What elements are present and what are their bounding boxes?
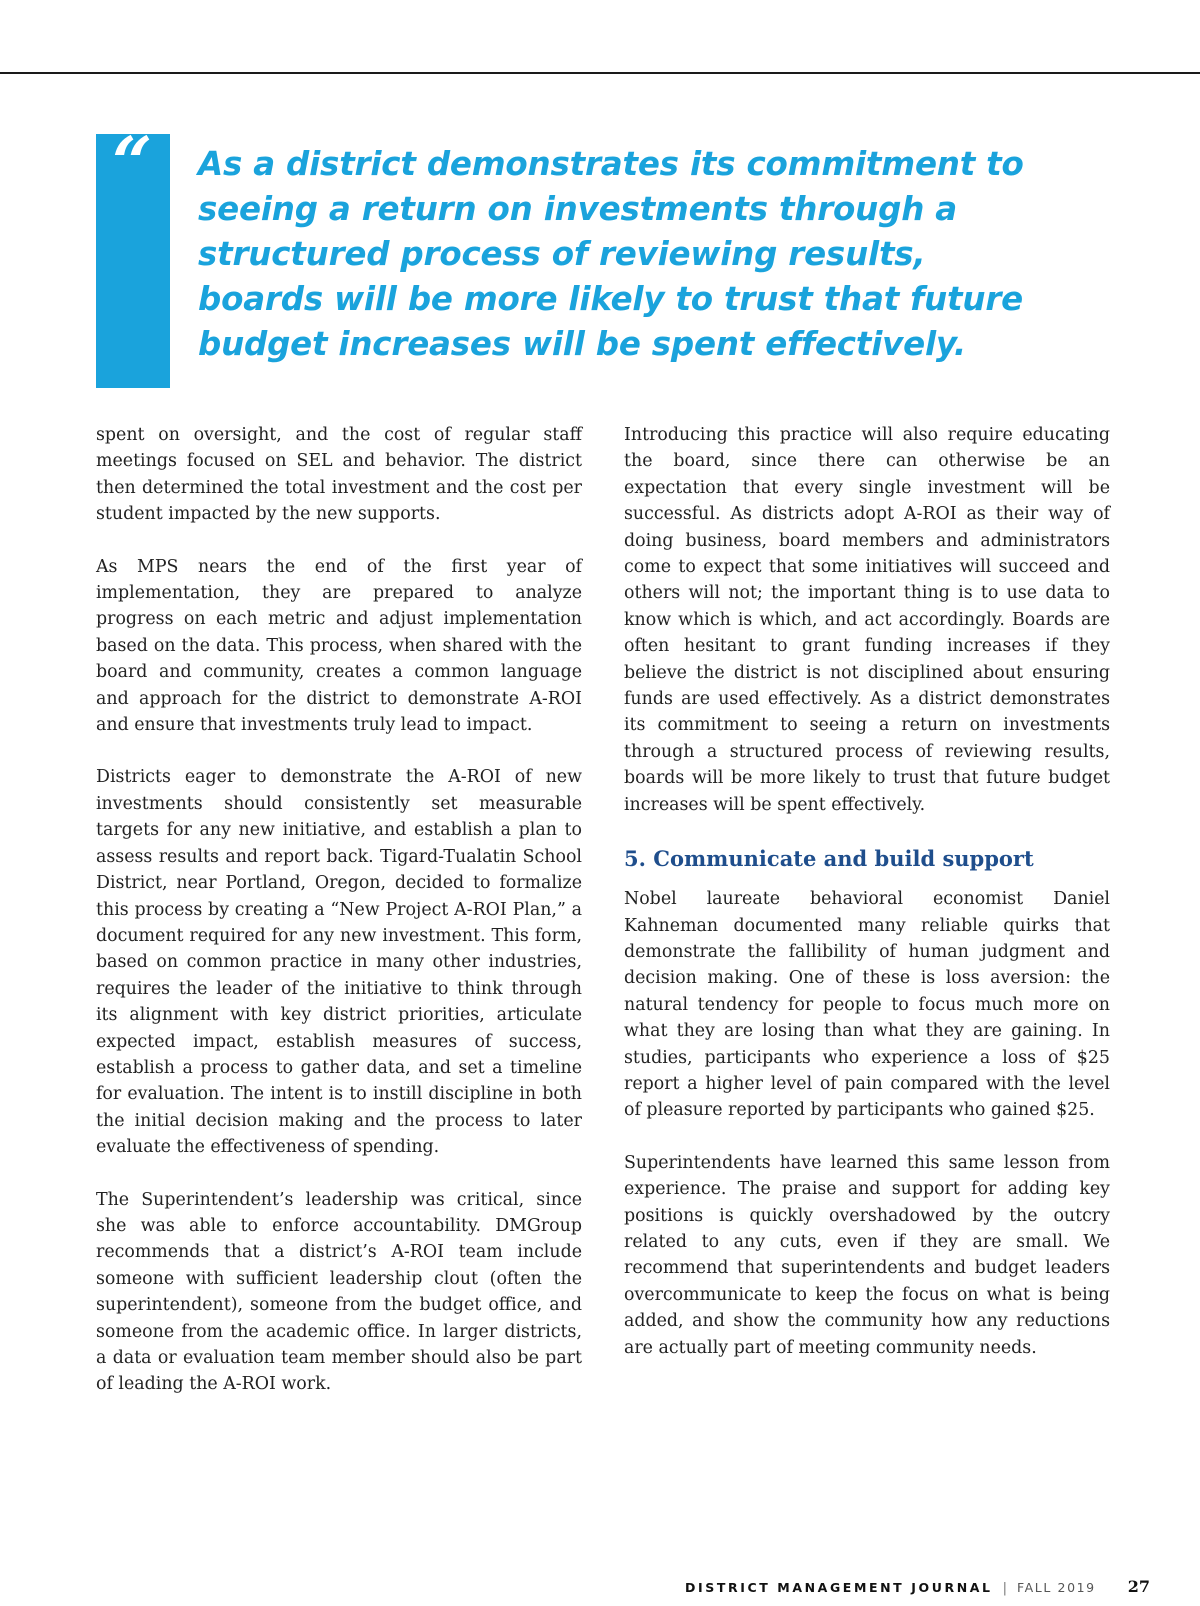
body-paragraph: spent on oversight, and the cost of regular staff meetings focused on SEL and behavior. The district then determined the total investment and the cost per student impacted by the new supports. (96, 425, 582, 525)
page-footer (685, 1577, 1150, 1597)
page-number: 27 (1127, 1577, 1150, 1596)
body-paragraph: As MPS nears the end of the first year of implementation, they are prepared to analyze progress on each metric and adjust implementation based on the data. This process, when shared with the board and community, creates a common language and approach for the district to demonstrate A-ROI and ensure that investments truly lead to impact. (96, 556, 582, 736)
footer-separator: | (1002, 1581, 1008, 1596)
right-column (624, 422, 1110, 1387)
footer-journal-title: DISTRICT MANAGEMENT JOURNAL (685, 1580, 993, 1595)
body-paragraph: Superintendents have learned this same lesson from experience. The praise and support for adding key positions is quickly overshadowed by the outcry related to any cuts, even if they are small. We recommend that superintendents and budget leaders overcommunicate to keep the focus on what is being added, and show the community how any reductions are actually part of meeting community needs. (624, 1152, 1110, 1358)
body-paragraph: Districts eager to demonstrate the A-ROI of new investments should consistently set measurable targets for any new initiative, and establish a plan to assess results and report back. Tigard-Tualatin School District, near Portland, Oregon, decided to formalize this process by creating a “New Project A-ROI Plan,” a document required for any new investment. This form, based on common practice in many other industries, requires the leader of the initiative to think through its alignment with key district priorities, articulate expected impact, establish measures of success, establish a process to gather data, and set a timeline for evaluation. The intent is to instill discipline in both the initial decision making and the process to later evaluate the effectiveness of spending. (96, 767, 582, 1158)
quote-mark-icon: “ (112, 121, 153, 204)
pull-quote: As a district demonstrates its commitment to seeing a return on investments through a structured process of reviewing results, boards will be more likely to trust that future budget increases will be spent effectively. (198, 145, 1024, 363)
footer-issue: FALL 2019 (1017, 1580, 1096, 1595)
section-heading: 5. Communicate and build support (624, 846, 1034, 872)
body-paragraph: Introducing this practice will also require educating the board, since there can otherwise be an expectation that every single investment will be successful. As districts adopt A-ROI as their way of doing business, board members and administrators come to expect that some initiatives will succeed and others will not; the important thing is to use data to know which is which, and act accordingly. Boards are often hesitant to grant funding increases if they believe the district is not disciplined about ensuring funds are used effectively. As a district demonstrates its commitment to seeing a return on investments through a structured process of reviewing results, boards will be more likely to trust that future budget increases will be spent effectively. (624, 425, 1110, 815)
top-divider (0, 72, 1200, 74)
body-paragraph: Nobel laureate behavioral economist Daniel Kahneman documented many reliable quirks that demonstrate the fallibility of human judgment and decision making. One of these is loss aversion: the natural tendency for people to focus much more on what they are losing than what they are gaining. In studies, participants who experience a loss of $25 report a higher level of pain compared with the level of pleasure reported by participants who gained $25. (624, 889, 1110, 1121)
body-paragraph: The Superintendent’s leadership was critical, since she was able to enforce accountability. DMGroup recommends that a district’s A-ROI team include someone with sufficient leadership clout (often the superintendent), someone from the budget office, and someone from the academic office. In larger districts, a data or evaluation team member should also be part of leading the A-ROI work. (96, 1189, 582, 1395)
left-column (96, 422, 582, 1424)
